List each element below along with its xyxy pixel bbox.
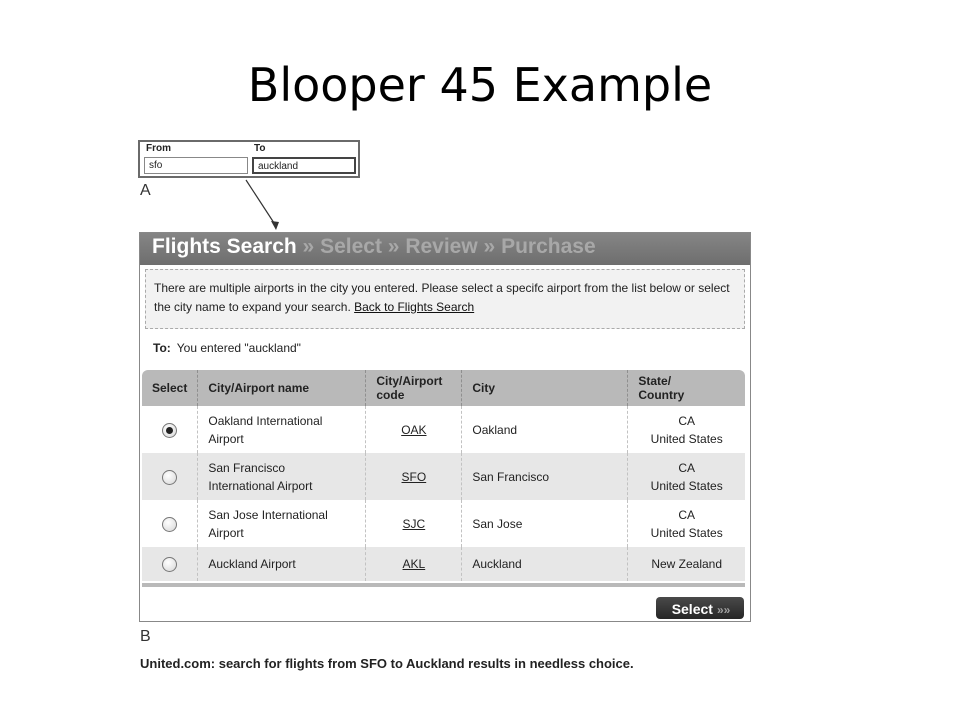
notice-text: There are multiple airports in the city you entered. Please select a specifc airport from the list below or select the city name to expand your search. xyxy=(154,281,730,314)
select-cell xyxy=(142,453,198,500)
from-label: From xyxy=(146,143,171,154)
airport-code-cell xyxy=(366,453,462,500)
table-row xyxy=(142,547,745,581)
header-airport-name: City/Airport name xyxy=(198,370,366,406)
state-line2: United States xyxy=(650,478,723,493)
double-chevron-right-icon: »» xyxy=(716,603,731,617)
table-row xyxy=(142,500,745,547)
breadcrumb-separator: » xyxy=(483,235,496,258)
figure-a-label: A xyxy=(140,182,151,199)
state-line1: New Zealand xyxy=(651,557,723,571)
breadcrumb-separator: » xyxy=(302,235,315,258)
airport-name-line1: San Jose International xyxy=(208,507,328,522)
airport-code-cell xyxy=(366,500,462,547)
airport-name-line2: Airport xyxy=(208,431,244,446)
state-country-cell xyxy=(628,453,745,500)
airport-name-cell xyxy=(198,500,366,547)
airport-name-line1: Auckland Airport xyxy=(208,557,296,571)
arrow-connector xyxy=(240,178,284,234)
figure-caption: United.com: search for flights from SFO to Auckland results in needless choice. xyxy=(140,656,634,671)
breadcrumb-step-review: Review xyxy=(405,235,478,258)
select-button[interactable] xyxy=(656,597,744,619)
select-cell xyxy=(142,547,198,581)
state-country-cell xyxy=(628,406,745,453)
breadcrumb-separator: » xyxy=(387,235,400,258)
airport-code-link[interactable]: SJC xyxy=(402,516,426,531)
header-state-country xyxy=(628,370,745,406)
to-entered-line xyxy=(153,341,301,355)
airport-radio-akl[interactable] xyxy=(162,557,177,572)
state-line1: CA xyxy=(678,460,696,475)
breadcrumb-step-purchase: Purchase xyxy=(501,235,596,258)
to-line-label: To: xyxy=(153,341,171,355)
state-line1: CA xyxy=(678,507,696,522)
to-line-value: You entered "auckland" xyxy=(176,341,301,355)
airport-name-line2: International Airport xyxy=(208,478,313,493)
select-button-label: Select xyxy=(671,601,713,617)
header-select: Select xyxy=(142,370,198,406)
breadcrumb-step-select: Select xyxy=(320,235,382,258)
city-cell: San Jose xyxy=(462,500,628,547)
airport-name-line2: Airport xyxy=(208,525,244,540)
airport-code-cell xyxy=(366,547,462,581)
airport-name-line1: Oakland International xyxy=(208,413,323,428)
airport-code-link[interactable]: AKL xyxy=(402,557,426,571)
header-state-line1: State/ xyxy=(638,374,672,388)
table-bottom-bar xyxy=(142,583,745,587)
airport-code-link[interactable]: SFO xyxy=(401,469,427,484)
table-header-row xyxy=(142,370,745,406)
multiple-airports-notice xyxy=(145,269,745,329)
header-state-line2: Country xyxy=(638,388,685,402)
table-row xyxy=(142,453,745,500)
to-label: To xyxy=(254,143,266,154)
city-cell: Oakland xyxy=(462,406,628,453)
header-code-line2: code xyxy=(376,388,405,402)
state-country-cell xyxy=(628,547,745,581)
select-cell xyxy=(142,406,198,453)
flights-search-panel xyxy=(139,232,751,622)
to-input[interactable]: auckland xyxy=(252,157,356,174)
breadcrumb-current: Flights Search xyxy=(152,235,297,258)
header-city: City xyxy=(462,370,628,406)
airport-name-cell xyxy=(198,547,366,581)
airport-radio-sfo[interactable] xyxy=(162,470,177,485)
header-airport-code xyxy=(366,370,462,406)
select-cell xyxy=(142,500,198,547)
city-cell: San Francisco xyxy=(462,453,628,500)
airport-radio-oak[interactable] xyxy=(162,423,177,438)
header-code-line1: City/Airport xyxy=(376,374,443,388)
airport-code-cell xyxy=(366,406,462,453)
state-line1: CA xyxy=(678,413,696,428)
back-to-flights-search-link[interactable]: Back to Flights Search xyxy=(354,300,475,314)
airport-code-link[interactable]: OAK xyxy=(401,422,427,437)
airport-name-line1: San Francisco xyxy=(208,460,286,475)
figure-b-label: B xyxy=(140,628,151,645)
airport-radio-sjc[interactable] xyxy=(162,517,177,532)
airport-name-cell xyxy=(198,406,366,453)
city-cell: Auckland xyxy=(462,547,628,581)
slide-title: Blooper 45 Example xyxy=(247,58,713,112)
airport-name-cell xyxy=(198,453,366,500)
from-input[interactable]: sfo xyxy=(144,157,248,174)
table-row xyxy=(142,406,745,453)
from-to-form xyxy=(138,140,360,178)
state-country-cell xyxy=(628,500,745,547)
breadcrumb xyxy=(140,233,750,265)
state-line2: United States xyxy=(650,431,723,446)
airport-table xyxy=(142,370,745,581)
state-line2: United States xyxy=(650,525,723,540)
